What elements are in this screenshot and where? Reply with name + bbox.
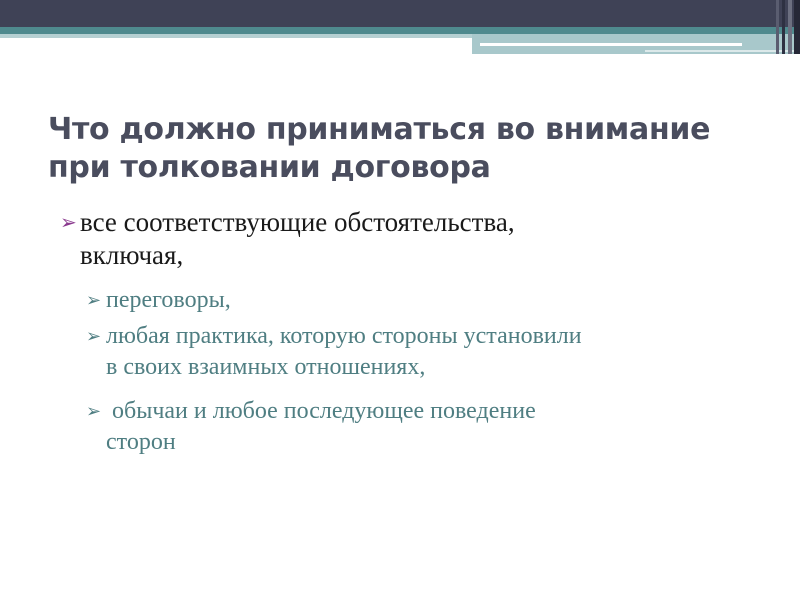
bullet-text-line: включая, [80,240,184,270]
slide-title [48,111,768,187]
arrow-bullet-icon: ➢ [86,326,102,347]
arrow-bullet-icon: ➢ [86,290,102,311]
header-teal-band [0,27,800,34]
bullet-text-line: в своих взаимных отношениях, [106,354,426,380]
bullet-text [106,321,582,383]
slide-title-line: Что должно приниматься во внимание [48,112,711,147]
bullet-text-line: сторон [106,429,176,455]
bullet-item-level2 [86,396,766,458]
bullet-text-line: любая практика, которую стороны установили [106,323,582,349]
arrow-bullet-icon: ➢ [60,210,77,234]
bullet-text-line: все соответствующие обстоятельства, [80,207,515,237]
header-dark-band [0,0,800,27]
bullet-text [80,206,515,272]
header-light-band [0,34,472,38]
bullet-item-level1 [60,206,740,272]
header-stripe [776,0,779,54]
slide-title-line: при толковании договора [48,150,491,185]
bullet-text-line: обычаи и любое последующее поведение [106,398,536,424]
header-white-line [480,43,742,46]
bullet-text [106,396,536,458]
bullet-text [106,285,231,316]
header-stripe [794,0,800,54]
header-stripe [782,0,785,54]
bullet-item-level2 [86,285,766,316]
bullet-text-line: переговоры, [106,287,231,313]
header-stripe [788,0,792,54]
arrow-bullet-icon: ➢ [86,401,102,422]
bullet-item-level2 [86,321,766,383]
